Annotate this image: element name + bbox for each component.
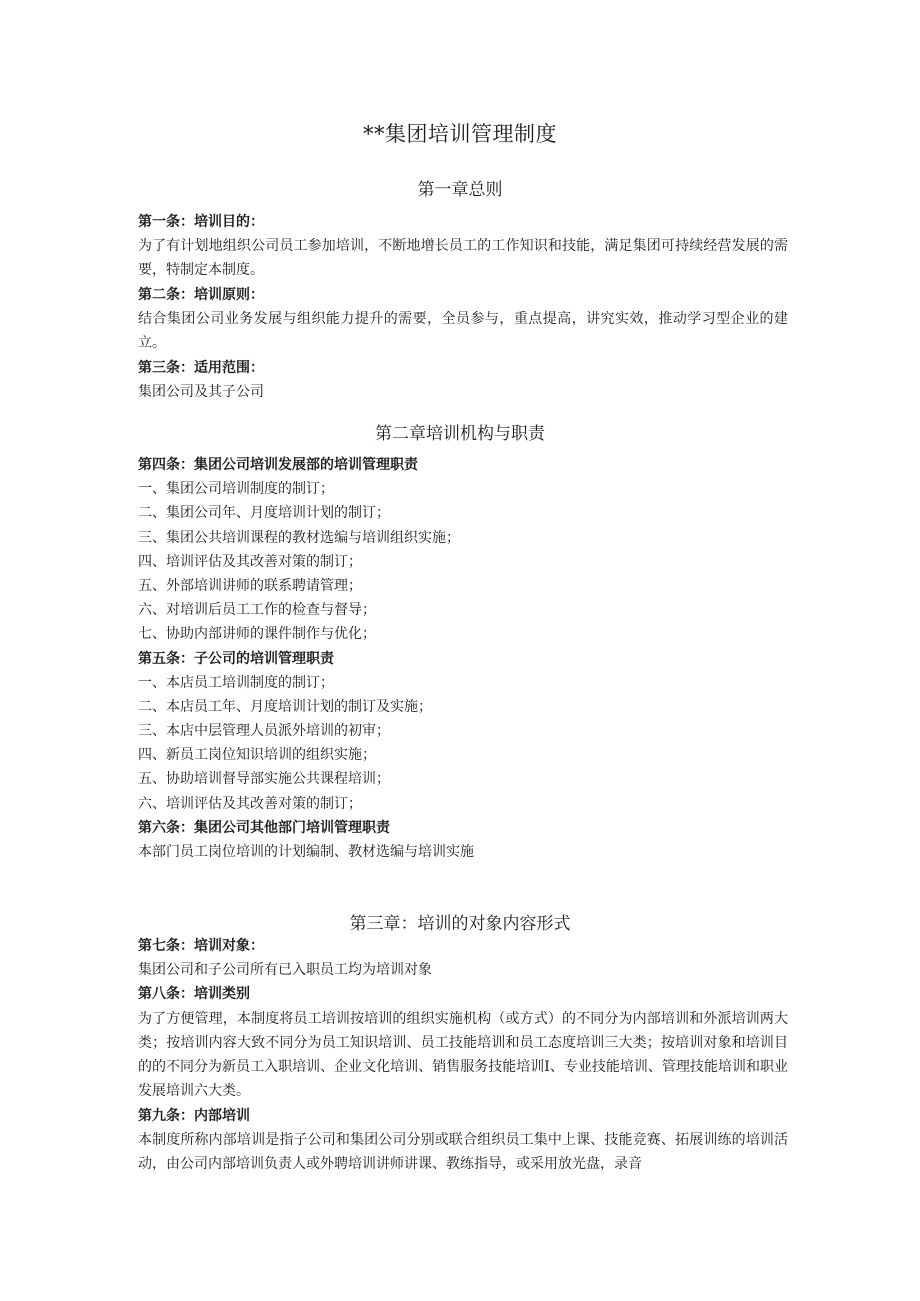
chapter-1-body [138, 210, 788, 404]
list-item: 四、培训评估及其改善对策的制订； [138, 553, 362, 570]
article-6-heading: 第六条：集团公司其他部门培训管理职责 [138, 819, 390, 836]
list-item: 四、新员工岗位知识培训的组织实施； [138, 747, 376, 764]
article-6-text: 本部门员工岗位培训的计划编制、教材选编与培训实施 [138, 844, 474, 860]
list-item: 五、协助培训督导部实施公共课程培训； [138, 771, 390, 788]
list-item: 三、集团公共培训课程的教材选编与培训组织实施； [138, 529, 460, 546]
article-7-text: 集团公司和子公司所有已入职员工均为培训对象 [138, 962, 432, 979]
article-5-heading: 第五条：子公司的培训管理职责 [138, 650, 334, 667]
article-3-text: 集团公司及其子公司 [138, 383, 264, 400]
list-item: 六、培训评估及其改善对策的制订； [138, 795, 362, 812]
article-7-heading: 第七条：培训对象： [138, 938, 264, 954]
article-4-heading: 第四条：集团公司培训发展部的培训管理职责 [138, 457, 418, 473]
list-item: 六、对培训后员工工作的检查与督导； [138, 602, 376, 619]
article-1-text: 为了有计划地组织公司员工参加培训，不断地增长员工的工作知识和技能，满足集团可持续经营发展的需要，特制定本制度。 [138, 238, 788, 279]
list-item: 一、本店员工培训制度的制订； [138, 674, 334, 691]
article-8-text: 为了方便管理，本制度将员工培训按培训的组织实施机构（或方式）的不同分为内部培训和外派培训两大类；按培训内容大致不同分为员工知识培训、员工技能培训和员工态度培训三大类；按培训对象和培训目的的不同分为新员工入职培训、企业文化培训、销售服务技能培训I、专业技能培训、管理技能培训和职业发展培训六大类。 [138, 1010, 788, 1100]
list-item: 三、本店中层管理人员派外培训的初审； [138, 723, 390, 740]
document-title: **集团培训管理制度 [363, 122, 557, 146]
list-item: 七、协助内部讲师的课件制作与优化； [138, 626, 376, 643]
article-3-heading: 第三条：适用范围： [138, 359, 264, 376]
chapter-3-heading: 第三章：培训的对象内容形式 [349, 914, 571, 934]
list-item: 五、外部培训讲师的联系聘请管理； [138, 577, 362, 594]
list-item: 二、集团公司年、月度培训计划的制订； [138, 505, 390, 522]
chapter-3-body [138, 934, 788, 1177]
article-2-heading: 第二条：培训原则： [138, 286, 264, 303]
article-2-text: 结合集团公司业务发展与组织能力提升的需要，全员参与，重点提高，讲究实效，推动学习型企业的建立。 [138, 310, 788, 352]
chapter-1-heading: 第一章总则 [417, 180, 503, 200]
list-item: 一、集团公司培训制度的制订； [138, 481, 334, 498]
chapter-2-body [138, 453, 788, 864]
article-9-heading: 第九条：内部培训 [138, 1107, 250, 1124]
article-8-heading: 第八条：培训类别 [138, 986, 250, 1003]
article-9-text: 本制度所称内部培训是指子公司和集团公司分别或联合组织员工集中上课、技能竞赛、拓展训练的培训活动，由公司内部培训负责人或外聘培训讲师讲课、教练指导，或采用放光盘，录音 [138, 1131, 788, 1173]
chapter-2-heading: 第二章培训机构与职责 [375, 424, 545, 444]
list-item: 二、本店员工年、月度培训计划的制订及实施； [138, 698, 432, 715]
article-1-heading: 第一条：培训目的： [138, 214, 264, 230]
